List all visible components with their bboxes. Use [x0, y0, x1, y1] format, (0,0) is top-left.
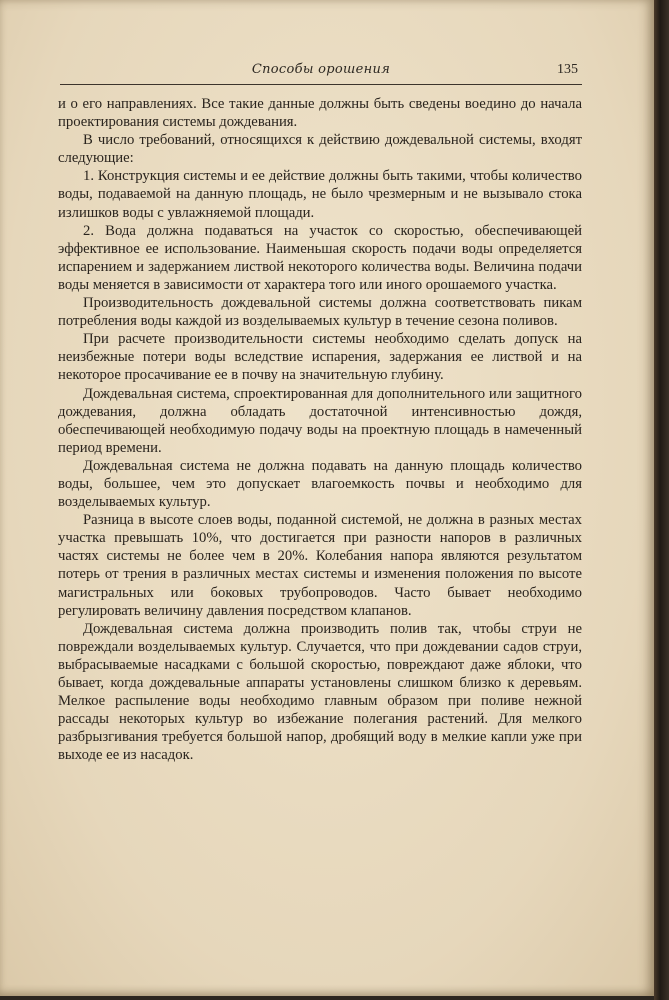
- paragraph: Производительность дождевальной системы должна соответствовать пикам потребления воды каждой из возделываемых культур в течение сезона поливов.: [58, 295, 582, 330]
- paragraph: При расчете производительности системы необходимо сделать допуск на неизбежные потери воды вследствие испарения, задержания ее листвой и на некоторое просачивание ее в почву на значительную глубину.: [58, 331, 582, 384]
- book-spine-edge: [654, 0, 669, 1000]
- body-text: [58, 95, 582, 764]
- running-title: Способы орошения: [251, 62, 391, 77]
- paragraph: и о его направлениях. Все такие данные должны быть сведены воедино до начала проектирования системы дождевания.: [58, 96, 582, 131]
- paragraph: 2. Вода должна подаваться на участок со скоростью, обеспечивающей эффективное ее использование. Наименьшая скорость подачи воды определяется испарением и задержанием листвой некоторого количества воды. Величина подачи воды меняется в зависимости от характера того или иного орошаемого участка.: [58, 222, 582, 293]
- paragraph: Дождевальная система, спроектированная для дополнительного или защитного дождевания, должна обладать достаточной интенсивностью дождя, обеспечивающей необходимую подачу воды на проектную площадь в намеченный период времени.: [58, 385, 582, 456]
- paragraph: Разница в высоте слоев воды, поданной системой, не должна в разных местах участка превышать 10%, что достигается при разности напоров в различных частях системы не более чем в 20%. Колебания напора являются результатом потерь от трения в различных местах системы и изменения положения по высоте магистральных или боковых трубопроводов. Часто бывает необходимо регулировать величину давления посредством клапанов.: [58, 512, 582, 619]
- paragraph: В число требований, относящихся к действию дождевальной системы, входят следующие:: [58, 132, 582, 167]
- paragraph: 1. Конструкция системы и ее действие должны быть такими, чтобы количество воды, подаваемой на данную площадь, не было чрезмерным и не вызывало стока излишков воды с увлажняемой площади.: [58, 168, 582, 221]
- page-number: 135: [557, 62, 578, 77]
- page-header: [60, 60, 582, 85]
- paragraph: Дождевальная система должна производить полив так, чтобы струи не повреждали возделываемых культур. Случается, что при дождевании садов струи, выбрасываемые насадками с большой скоростью, повреждают даже яблоки, что бывает, когда дождевальные аппараты установлены слишком близко к деревьям. Мелкое распыление воды необходимо главным образом при поливе нежной рассады некоторых культур во избежание полегания растений. Для мелкого разбрызгивания требуется большой напор, дробящий воду в мелкие капли уже при выходе ее из насадок.: [58, 620, 582, 764]
- paragraph: Дождевальная система не должна подавать на данную площадь количество воды, большее, чем это допускает влагоемкость почвы и необходимо для возделываемых культур.: [58, 457, 582, 511]
